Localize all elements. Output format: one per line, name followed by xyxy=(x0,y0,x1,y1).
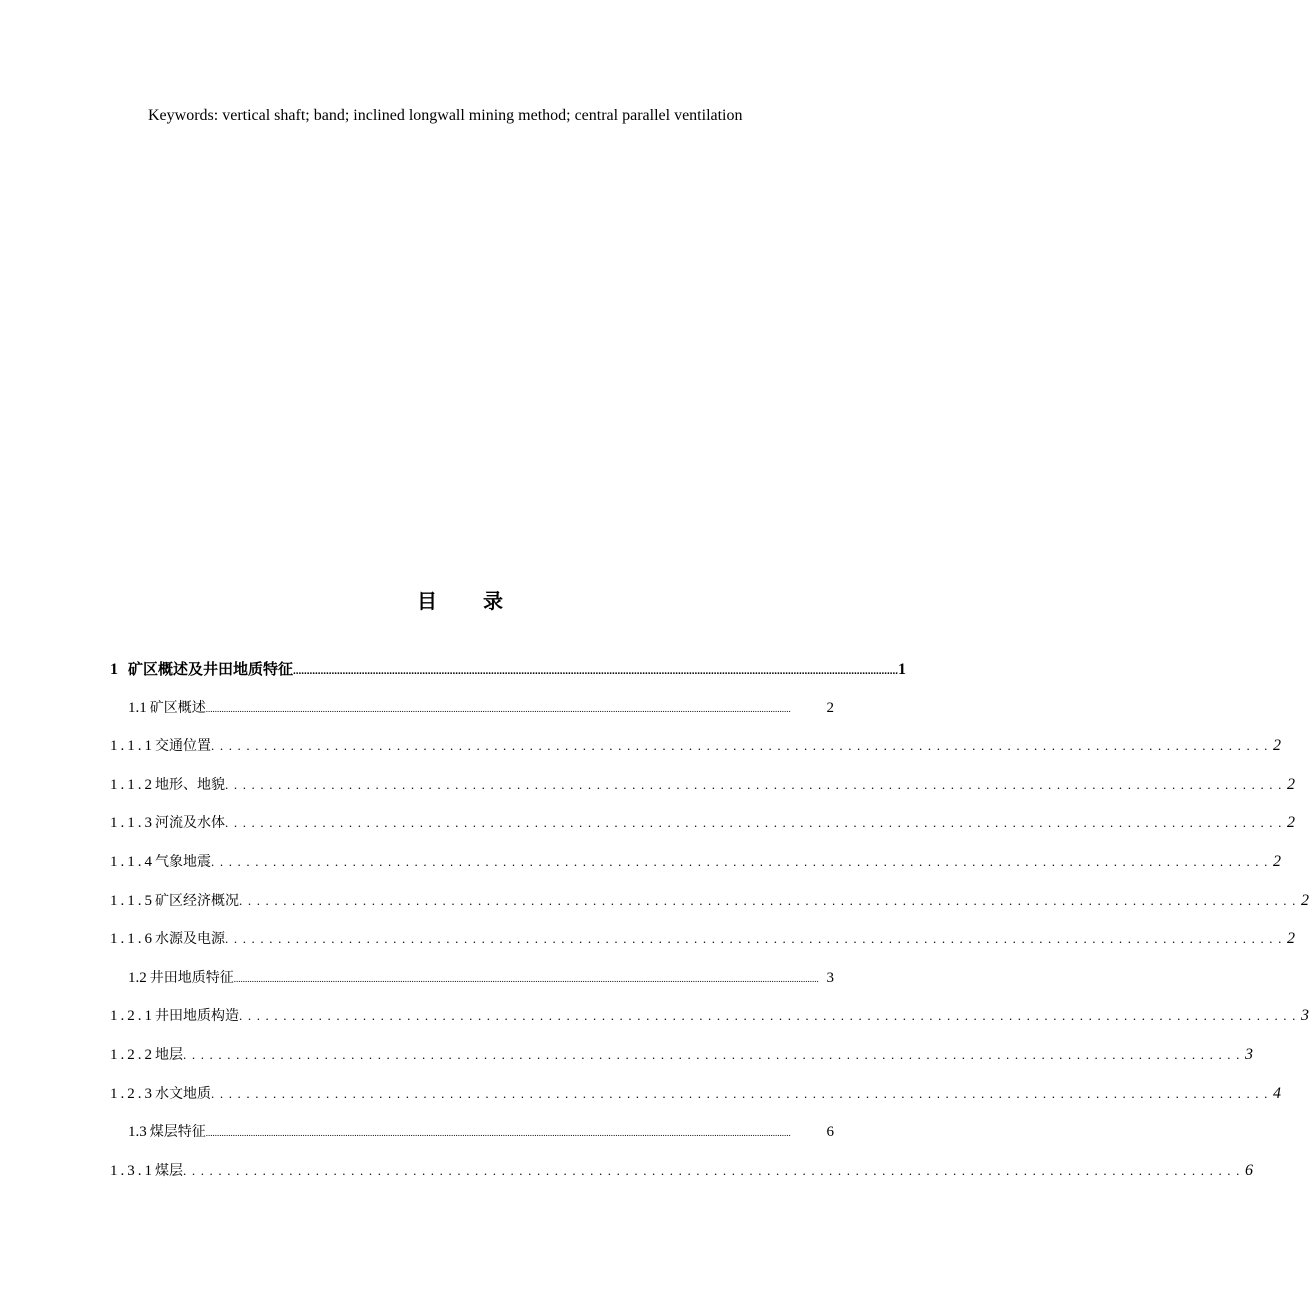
toc-entry-text: 河流及水体 xyxy=(155,815,225,832)
toc-dot-leader: ........................................................................................................................ xyxy=(183,1162,1245,1178)
toc-page-number: 6 xyxy=(826,1124,834,1141)
toc-entry[interactable] xyxy=(110,1083,1281,1105)
toc-entry-text: 水文地质 xyxy=(155,1085,211,1102)
toc-page-number: 2 xyxy=(1287,814,1295,832)
toc-page-number: 2 xyxy=(826,699,834,716)
toc-title xyxy=(0,587,920,615)
toc-entry-title xyxy=(110,1083,211,1105)
toc-entry-text: 交通位置 xyxy=(155,738,211,755)
toc-entry[interactable] xyxy=(110,774,1295,796)
toc-entry-title xyxy=(128,967,234,989)
toc-dot-leader: ........................................................................................................................ xyxy=(211,854,1273,869)
toc-dot-leader: ............................................................................................................................................................................................................................ xyxy=(293,665,899,677)
toc-entry-number: 1.1.3 xyxy=(110,815,155,832)
toc-entry-text: 煤层特征 xyxy=(149,1124,206,1141)
toc-entry-title xyxy=(110,1044,183,1066)
toc-dot-leader: ........................................................................................................................ xyxy=(211,738,1273,754)
toc-entry-title xyxy=(110,774,225,796)
toc-entry-text: 地层 xyxy=(155,1047,183,1063)
toc-entry-title xyxy=(110,1005,239,1027)
toc-entry[interactable] xyxy=(110,658,907,680)
toc-entry-title xyxy=(110,851,211,873)
toc-entry-text: 煤层 xyxy=(155,1162,183,1179)
toc-entry-number: 1.1.1 xyxy=(110,738,155,755)
toc-dot-leader: ........................................................................................................................ xyxy=(239,1008,1301,1024)
toc-title-left: 目 xyxy=(417,589,437,613)
toc-entry-number: 1.2.3 xyxy=(110,1085,155,1102)
toc-entry[interactable] xyxy=(110,1044,1253,1066)
toc-entry-number: 1.2.1 xyxy=(110,1008,155,1025)
keywords-paragraph: Keywords: vertical shaft; band; inclined longwall mining method; central parallel ventilation xyxy=(148,107,743,124)
toc-page-number: 3 xyxy=(1245,1046,1253,1063)
toc-entry-title xyxy=(110,735,211,757)
toc-entry[interactable] xyxy=(110,928,1295,950)
toc-title-right: 录 xyxy=(483,589,503,613)
toc-dot-leader: .................................................................................................................................................................................................................................................................... xyxy=(205,1128,791,1139)
toc-entry[interactable] xyxy=(110,890,1309,912)
toc-page-number: 3 xyxy=(1301,1007,1309,1025)
toc-entry-number: 1.1.2 xyxy=(110,776,155,793)
toc-page-number: 3 xyxy=(826,969,834,986)
toc-entry-number: 1.1.4 xyxy=(110,854,155,870)
toc-dot-leader: ........................................................................................................................ xyxy=(211,1085,1273,1101)
toc-entry-number: 1 xyxy=(110,661,118,678)
toc-dot-leader: ........................................................................................................................ xyxy=(225,931,1287,947)
toc-entry-number: 1.1.6 xyxy=(110,931,155,948)
toc-dot-leader: .................................................................................................................................................................................................................................................................... xyxy=(205,703,791,714)
toc-entry-title xyxy=(110,890,239,912)
toc-entry[interactable] xyxy=(128,697,834,719)
toc-entry-title xyxy=(128,697,206,719)
toc-entry-title xyxy=(110,928,225,950)
toc-dot-leader: ........................................................................................................................ xyxy=(225,815,1287,831)
toc-dot-leader: ........................................................................................................................ xyxy=(239,892,1301,908)
toc-entry-text: 井田地质特征 xyxy=(149,969,234,986)
toc-entry[interactable] xyxy=(110,1160,1253,1182)
toc-entry-text: 气象地震 xyxy=(155,854,211,870)
toc-dot-leader: ........................................................................................................................ xyxy=(183,1047,1245,1062)
toc-entry-text: 地形、地貌 xyxy=(155,776,225,793)
toc-dot-leader: .................................................................................................................................................................................................................................................................... xyxy=(233,973,819,984)
toc-page-number: 4 xyxy=(1273,1084,1281,1102)
toc-entry-number: 1.3.1 xyxy=(110,1162,155,1179)
toc-page-number: 2 xyxy=(1287,775,1295,793)
toc-entry-title xyxy=(110,658,293,681)
toc-entry[interactable] xyxy=(110,851,1281,873)
toc-entry-text: 矿区经济概况 xyxy=(155,892,239,909)
toc-entry-number: 1.3 xyxy=(128,1124,147,1141)
toc-page-number: 2 xyxy=(1301,891,1309,909)
toc-entry-title xyxy=(128,1121,206,1143)
toc-page-number: 6 xyxy=(1245,1161,1253,1179)
toc-page-number: 2 xyxy=(1287,930,1295,948)
toc-dot-leader: ........................................................................................................................ xyxy=(225,776,1287,792)
toc-page-number: 2 xyxy=(1273,853,1281,870)
toc-entry-text: 矿区概述及井田地质特征 xyxy=(128,660,294,678)
toc-entry-title xyxy=(110,812,225,834)
toc-page-number: 1 xyxy=(898,661,907,678)
toc-entry-number: 1.1.5 xyxy=(110,892,155,909)
toc-entry[interactable] xyxy=(110,1005,1309,1027)
toc-page-number: 2 xyxy=(1273,737,1281,755)
toc-entry-number: 1.1 xyxy=(128,699,147,716)
toc-entry[interactable] xyxy=(110,812,1295,834)
toc-entry[interactable] xyxy=(128,967,834,989)
toc-entry-text: 井田地质构造 xyxy=(155,1008,239,1025)
toc-entry-number: 1.2.2 xyxy=(110,1047,155,1063)
toc-entry-text: 水源及电源 xyxy=(155,931,225,948)
toc-entry-text: 矿区概述 xyxy=(149,699,206,716)
toc-entry[interactable] xyxy=(110,735,1281,757)
toc-entry-number: 1.2 xyxy=(128,969,147,986)
toc-entry-title xyxy=(110,1160,183,1182)
toc-entry[interactable] xyxy=(128,1121,834,1143)
